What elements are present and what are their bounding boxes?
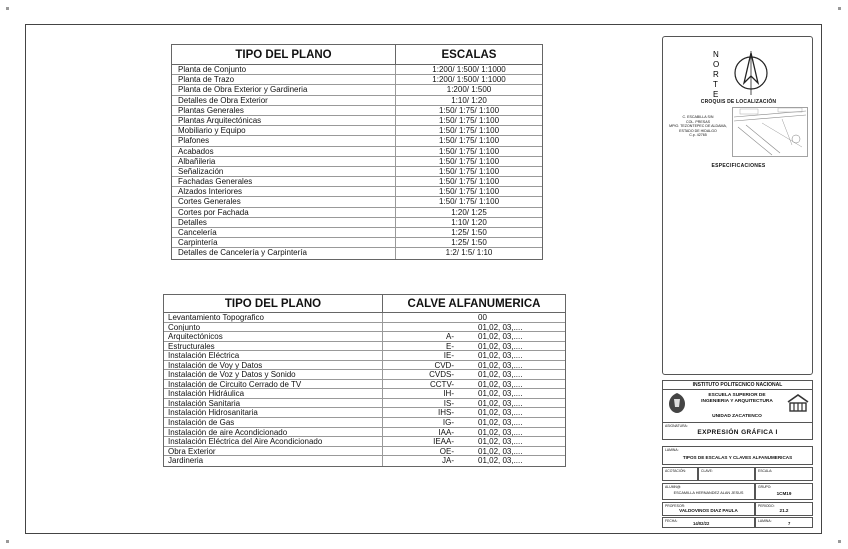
professor-box <box>662 502 755 516</box>
scale-cell: 1:50/ 1:75/ 1:100 <box>438 126 500 136</box>
table-row <box>172 208 542 218</box>
table-row <box>164 437 565 447</box>
scale-cell: 1:10/ 1:20 <box>451 95 487 105</box>
table-row <box>172 147 542 157</box>
key-prefix-cell: CVDS- <box>429 370 454 380</box>
acotacion-box <box>662 467 698 481</box>
table-row <box>164 456 565 466</box>
plan-type-cell: Instalación Sanitaria <box>164 399 383 408</box>
student-box <box>662 483 755 500</box>
plan-type-cell: Estructurales <box>164 342 383 351</box>
north-letter-o: O <box>713 60 720 69</box>
table-row <box>172 96 542 106</box>
key-prefix-cell: IG- <box>442 418 454 428</box>
scale-cell: 1:25/ 1:50 <box>451 238 487 248</box>
institute-name: INSTITUTO POLITECNICO NACIONAL <box>663 381 812 390</box>
key-number-cell: 01,02, 03,.... <box>478 456 523 466</box>
table-row <box>164 332 565 342</box>
sheet-label: LAMINA: <box>665 448 679 452</box>
scales-table-header <box>172 45 542 65</box>
table-row <box>172 136 542 146</box>
address-line: C. ESCABILLA S/N <box>682 115 714 119</box>
subject-value: EXPRESIÓN GRÁFICA I <box>697 429 778 436</box>
plan-type-cell: Conjunto <box>164 323 383 332</box>
period-value: 21.2 <box>779 508 789 513</box>
plan-type-cell: Detalles <box>172 218 396 227</box>
plan-type-cell: Cortes por Fachada <box>172 208 396 217</box>
key-prefix-cell: IAA- <box>438 427 454 437</box>
school-line: INGENIERIA Y ARQUITECTURA <box>701 398 773 404</box>
plan-type-cell: Detalles de Cancelería y Carpintería <box>172 248 396 258</box>
table-row <box>164 313 565 323</box>
key-number-cell: 01,02, 03,.... <box>478 370 523 380</box>
table-row <box>164 351 565 361</box>
scale-cell: 1:25/ 1:50 <box>451 228 487 237</box>
clave-label: CLAVE: <box>701 469 713 473</box>
scale-cell: 1:200/ 1:500 <box>446 85 492 95</box>
table-row <box>172 177 542 187</box>
table-row <box>172 187 542 197</box>
key-prefix-cell: E- <box>446 341 454 351</box>
plan-type-header: TIPO DEL PLANO <box>172 45 396 64</box>
sheet-title: TIPOS DE ESCALAS Y CLAVES ALFANUMERICAS <box>682 455 793 460</box>
table-row <box>172 65 542 75</box>
trim-mark <box>6 540 9 543</box>
group-value: 1CM19 <box>776 491 792 496</box>
scale-cell: 1:10/ 1:20 <box>451 217 487 227</box>
plan-type-header: TIPO DEL PLANO <box>164 295 383 312</box>
alphanumeric-key-header: CALVE ALFANUMERICA <box>407 297 541 310</box>
plan-type-cell: Instalación Hidráulica <box>164 389 383 398</box>
key-prefix-cell: CVD- <box>434 360 454 370</box>
table-row <box>172 75 542 85</box>
key-prefix-cell: IS- <box>443 398 454 408</box>
key-number-cell: 01,02, 03,.... <box>478 446 523 456</box>
keys-table-body <box>164 313 565 466</box>
key-number-cell: 01,02, 03,.... <box>478 389 523 399</box>
key-prefix-cell: JA- <box>442 456 454 466</box>
scale-cell: 1:20/ 1:25 <box>451 207 487 217</box>
scales-table <box>171 44 543 260</box>
trim-mark <box>838 7 841 10</box>
student-label: ALUMN@: <box>665 485 682 489</box>
site-address <box>667 115 729 138</box>
key-prefix-cell <box>383 323 460 332</box>
table-row <box>164 370 565 380</box>
table-row <box>172 85 542 95</box>
clave-box <box>698 467 755 481</box>
key-number-cell: 01,02, 03,.... <box>478 360 523 370</box>
plan-type-cell: Plantas Generales <box>172 106 396 115</box>
plan-type-cell: Jardineria <box>164 456 383 466</box>
plan-type-cell: Plafones <box>172 136 396 145</box>
north-letter-n: N <box>713 50 719 59</box>
table-row <box>172 197 542 207</box>
table-row <box>164 428 565 438</box>
scale-cell: 1:50/ 1:75/ 1:100 <box>438 177 500 187</box>
trim-mark <box>6 7 9 10</box>
scale-cell: 1:50/ 1:75/ 1:100 <box>438 197 500 207</box>
key-prefix-cell: IE- <box>443 351 454 361</box>
professor-name: VALDOVINOS DIAZ PAULA <box>679 508 738 513</box>
plan-type-cell: Instalación de Voz y Datos y Sonido <box>164 370 383 379</box>
group-box <box>755 483 813 500</box>
keys-table <box>163 294 566 467</box>
scales-header: ESCALAS <box>441 48 497 61</box>
sheet-title-box <box>662 446 813 465</box>
table-row <box>164 447 565 457</box>
key-number-cell: 01,02, 03,.... <box>478 437 523 447</box>
key-prefix-cell: A- <box>446 332 454 342</box>
plan-type-cell: Albañileria <box>172 157 396 166</box>
plan-type-cell: Instalación Eléctrica <box>164 351 383 360</box>
plan-type-cell: Instalación de Voy y Datos <box>164 361 383 370</box>
scale-cell: 1:50/ 1:75/ 1:100 <box>438 166 500 176</box>
plan-type-cell: Arquitectónicos <box>164 332 383 341</box>
north-letter-r: R <box>713 70 719 79</box>
key-number-cell: 01,02, 03,.... <box>478 341 523 351</box>
scale-cell: 1:50/ 1:75/ 1:100 <box>438 187 500 197</box>
subject-row <box>663 422 812 440</box>
date-value: 14/02/22 <box>693 521 710 526</box>
key-number-cell: 01,02, 03,.... <box>478 322 523 332</box>
subject-label: ASIGNATURA: <box>665 424 688 428</box>
plan-type-cell: Alzados Interiores <box>172 187 396 196</box>
date-box <box>662 517 755 528</box>
key-prefix-cell: IH- <box>443 389 454 399</box>
period-label: PERIODO: <box>758 504 775 508</box>
plan-type-cell: Fachadas Generales <box>172 177 396 186</box>
plan-type-cell: Detalles de Obra Exterior <box>172 96 396 105</box>
key-number-cell: 01,02, 03,.... <box>478 418 523 428</box>
ipn-logo-icon <box>667 392 687 414</box>
key-number-cell: 01,02, 03,.... <box>478 408 523 418</box>
address-line: C.p. 42765 <box>689 133 707 138</box>
scale-cell: 1:200/ 1:500/ 1:1000 <box>432 75 506 85</box>
scale-cell: 1:50/ 1:75/ 1:100 <box>438 136 500 146</box>
north-arrow-icon <box>693 43 783 101</box>
location-panel <box>662 36 813 375</box>
table-row <box>164 408 565 418</box>
table-row <box>164 389 565 399</box>
sheet-number-label: LAMINA: <box>758 519 772 523</box>
plan-type-cell: Cancelería <box>172 228 396 237</box>
key-number-cell: 01,02, 03,.... <box>478 379 523 389</box>
key-number-cell: 01,02, 03,.... <box>478 398 523 408</box>
north-letter-t: T <box>713 80 718 89</box>
key-prefix-cell: IEAA- <box>433 437 454 447</box>
plan-type-cell: Planta de Obra Exterior y Gardineria <box>172 85 396 94</box>
table-row <box>172 218 542 228</box>
table-row <box>164 399 565 409</box>
plan-type-cell: Cortes Generales <box>172 197 396 206</box>
acotacion-label: ACOTACIÓN: <box>665 469 686 473</box>
table-row <box>172 157 542 167</box>
trim-mark <box>838 540 841 543</box>
scale-cell: 1:2/ 1:5/ 1:10 <box>445 248 493 258</box>
table-row <box>164 361 565 371</box>
specifications-title: ESPECIFICACIONES <box>711 163 766 169</box>
institute-block <box>662 380 813 440</box>
north-letter-e: E <box>713 90 719 99</box>
address-line: MPIO. TEZONTEPEC DE ALDAMA, <box>669 124 727 129</box>
table-row <box>164 323 565 333</box>
professor-label: PROFESOR: <box>665 504 685 508</box>
key-number-cell: 01,02, 03,.... <box>478 427 523 437</box>
key-number-cell: 00 <box>478 313 487 322</box>
plan-type-cell: Acabados <box>172 147 396 156</box>
escala-box <box>755 467 813 481</box>
scale-cell: 1:50/ 1:75/ 1:100 <box>438 156 500 166</box>
table-row <box>164 342 565 352</box>
scale-cell: 1:50/ 1:75/ 1:100 <box>438 105 500 115</box>
sheet-number-box <box>755 517 813 528</box>
key-prefix-cell <box>383 313 460 322</box>
esia-logo-icon <box>787 393 809 413</box>
plan-type-cell: Mobiliario y Equipo <box>172 126 396 135</box>
plan-type-cell: Instalación de Circuito Cerrado de TV <box>164 380 383 389</box>
key-prefix-cell: CCTV- <box>430 379 454 389</box>
table-row <box>172 238 542 248</box>
plan-type-cell: Instalación de aire Acondicionado <box>164 428 383 437</box>
table-row <box>172 228 542 238</box>
plan-type-cell: Instalación Eléctrica del Aire Acondicionado <box>164 437 383 446</box>
location-sketch-title: CROQUIS DE LOCALIZACIÓN <box>700 99 777 105</box>
key-number-cell: 01,02, 03,.... <box>478 332 523 342</box>
period-box <box>755 502 813 516</box>
address-line: ESTADO DE HIDALGO <box>679 128 717 133</box>
plan-type-cell: Instalación Hidrosanitaria <box>164 408 383 417</box>
plan-type-cell: Plantas Arquitectónicas <box>172 116 396 125</box>
table-row <box>164 418 565 428</box>
scale-cell: 1:200/ 1:500/ 1:1000 <box>432 65 506 74</box>
table-row <box>172 167 542 177</box>
plan-type-cell: Planta de Trazo <box>172 75 396 84</box>
scale-cell: 1:50/ 1:75/ 1:100 <box>438 115 500 125</box>
scales-table-body <box>172 65 542 259</box>
address-line: COL. PRESAS <box>686 119 710 124</box>
plan-type-cell: Señalización <box>172 167 396 176</box>
plan-type-cell: Carpintería <box>172 238 396 247</box>
table-row <box>164 380 565 390</box>
school-line: ESCUELA SUPERIOR DE <box>708 393 766 398</box>
key-prefix-cell: OE- <box>439 446 454 456</box>
scale-cell: 1:50/ 1:75/ 1:100 <box>438 146 500 156</box>
table-row <box>172 126 542 136</box>
escala-label: ESCALA: <box>758 469 773 473</box>
table-row <box>172 248 542 258</box>
plan-type-cell: Instalación de Gas <box>164 418 383 427</box>
group-label: GRUPO: <box>758 485 772 489</box>
key-prefix-cell: IHS- <box>438 408 454 418</box>
key-number-cell: 01,02, 03,.... <box>478 351 523 361</box>
keys-table-header <box>164 295 565 313</box>
student-name: ESCAMILLA HERNANDEZ ALAN JESUS <box>673 491 744 495</box>
date-label: FECHA: <box>665 519 678 523</box>
sheet-number: 7 <box>788 521 791 526</box>
unit-name: UNIDAD ZACATENCO <box>712 414 762 419</box>
school-name <box>691 393 783 404</box>
plan-type-cell: Planta de Conjunto <box>172 65 396 74</box>
table-row <box>172 116 542 126</box>
location-map <box>732 107 808 157</box>
table-row <box>172 106 542 116</box>
plan-type-cell: Obra Exterior <box>164 447 383 456</box>
plan-type-cell: Levantamiento Topografico <box>164 313 383 322</box>
